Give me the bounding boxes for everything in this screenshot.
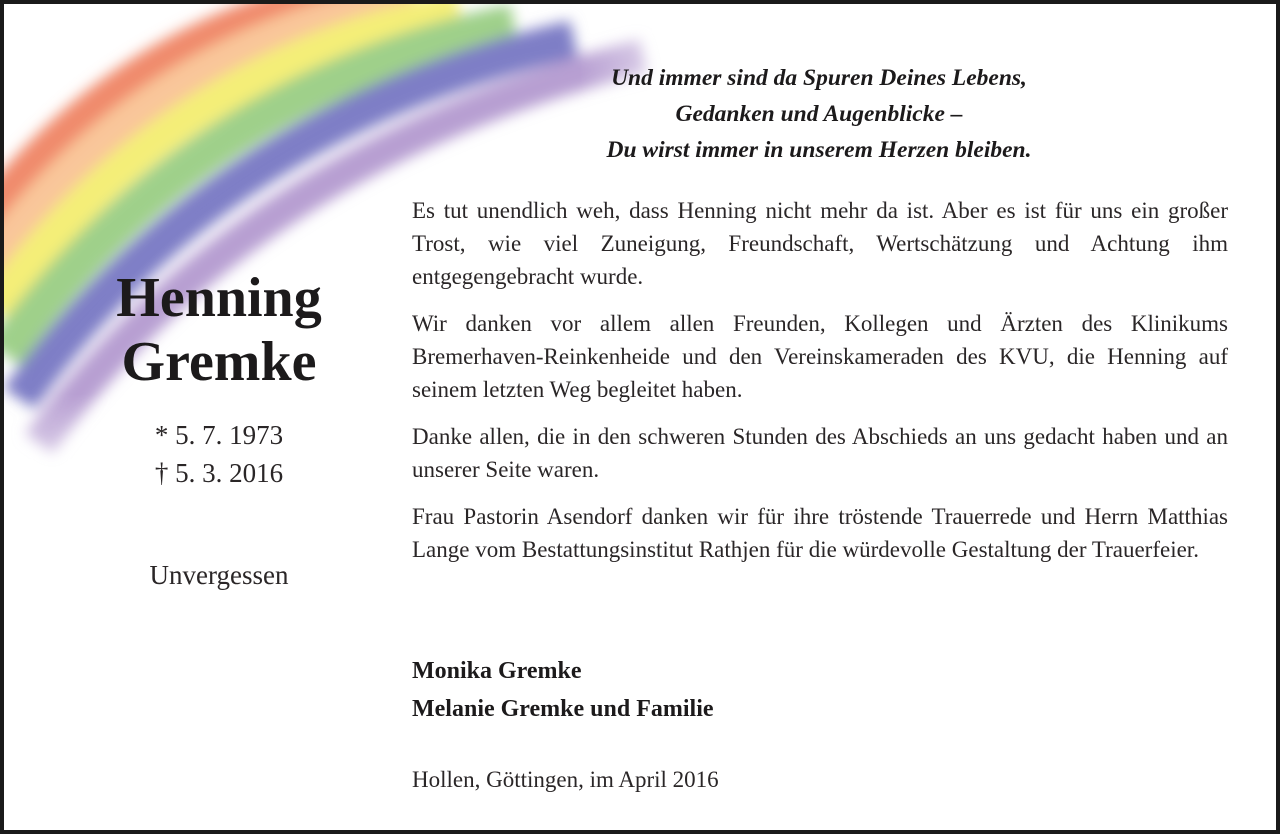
paragraph-3: Danke allen, die in den schweren Stunden des Abschieds an uns gedacht haben und an unserer Seite waren. [412, 424, 1228, 482]
paragraph-4: Frau Pastorin Asendorf danken wir für ihre tröstende Trauerrede und Herrn Matthias Lange vom Bestattungsinstitut Rathjen für die würdevolle Gestaltung der Trauerfeier. [412, 504, 1228, 562]
motto-line-2: Gedanken und Augenblicke – [675, 101, 963, 127]
deceased-first-name: Henning [116, 267, 322, 329]
signatures [412, 652, 1228, 728]
place-and-date: Hollen, Göttingen, im April 2016 [412, 767, 719, 792]
motto-verse [474, 60, 1164, 168]
tagline: Unvergessen [149, 560, 289, 590]
gratitude-text [412, 194, 1228, 580]
paragraph-1: Es tut unendlich weh, dass Henning nicht mehr da ist. Aber es ist für uns ein großer Trost, wie viel Zuneigung, Freundschaft, Wertschätzung und Achtung ihm entgegengebracht wurde. [412, 198, 1228, 289]
deceased-block [44, 266, 394, 592]
birth-date: * 5. 7. 1973 [154, 420, 284, 450]
signature-line-2: Melanie Gremke und Familie [412, 696, 714, 722]
paragraph-2: Wir danken vor allem allen Freunden, Kollegen und Ärzten des Klinikums Bremerhaven-Reinkenheide und den Vereinskameraden des KVU, die Henning auf seinem letzten Weg begleitet haben. [412, 311, 1228, 402]
deceased-last-name: Gremke [121, 331, 317, 393]
death-date: † 5. 3. 2016 [154, 458, 284, 488]
motto-line-1: Und immer sind da Spuren Deines Lebens, [611, 65, 1027, 91]
signature-line-1: Monika Gremke [412, 658, 582, 684]
motto-line-3: Du wirst immer in unserem Herzen bleiben. [606, 137, 1032, 163]
